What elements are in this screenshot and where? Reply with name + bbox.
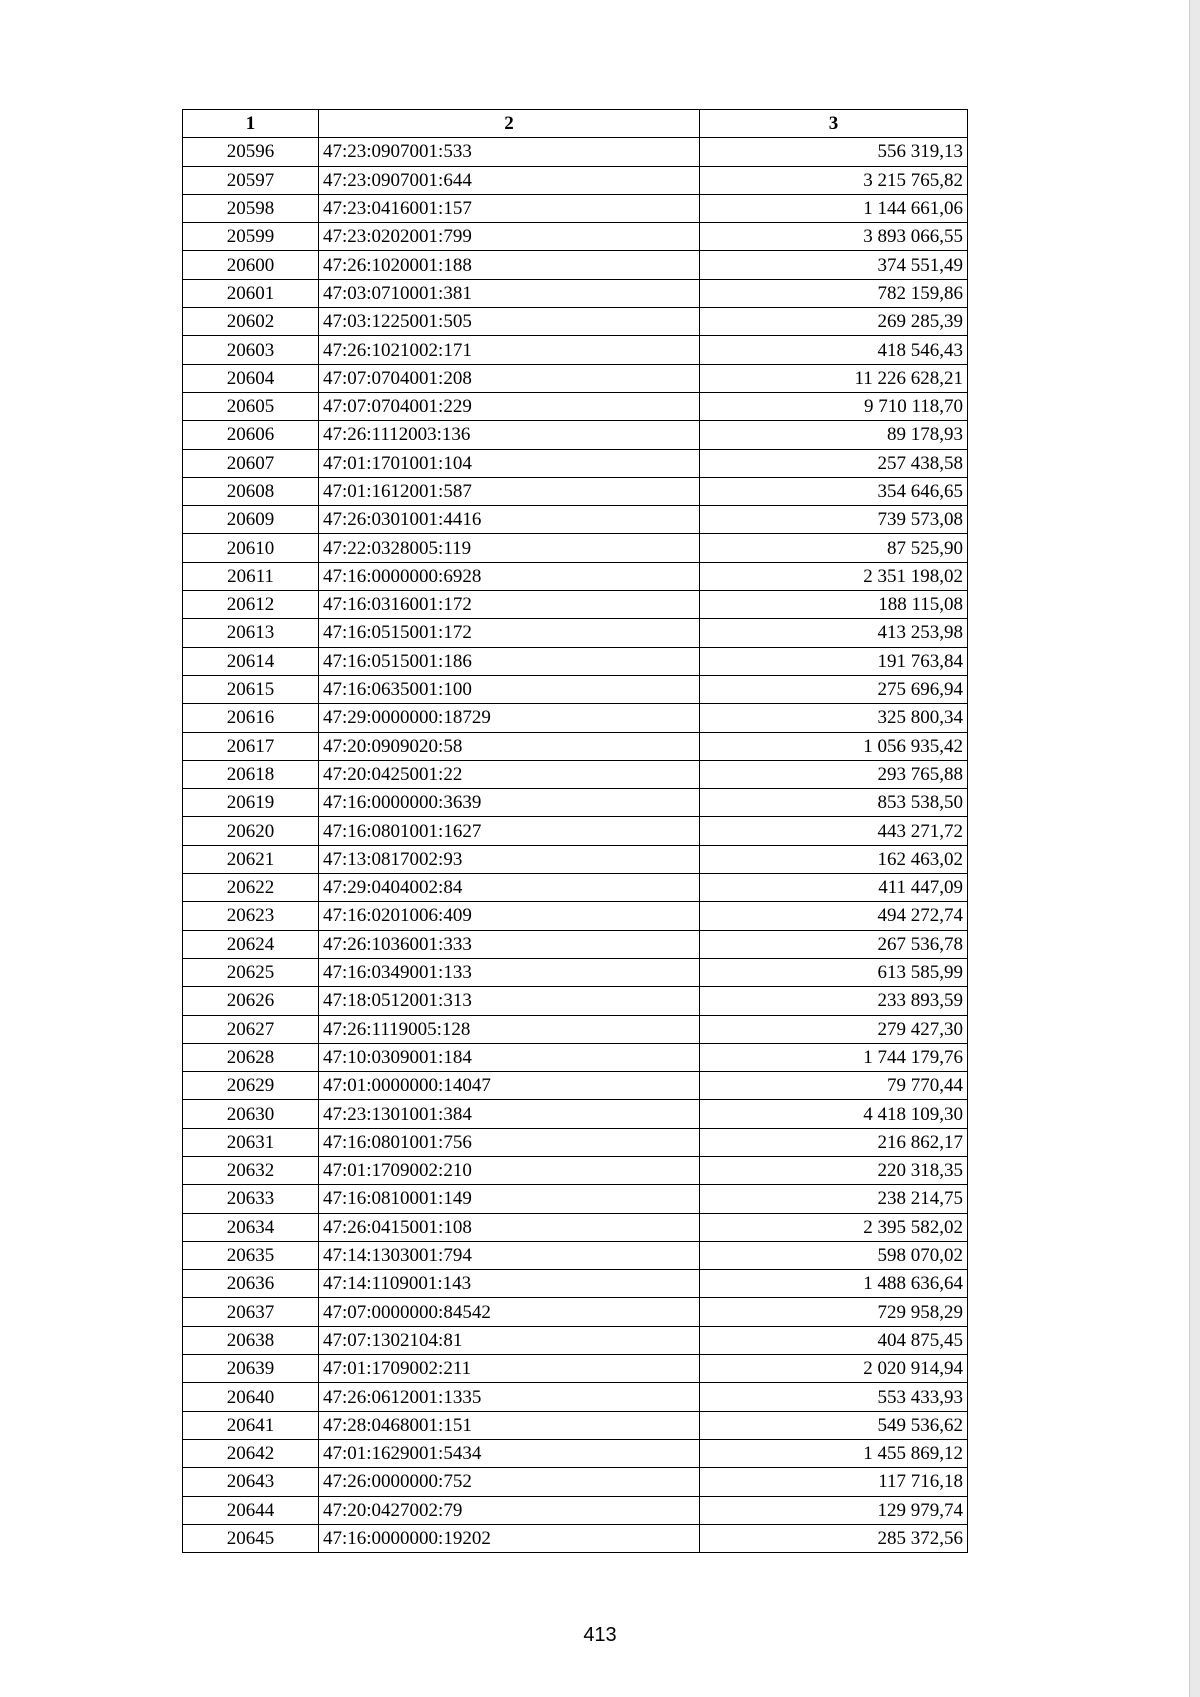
cadastral-value: 782 159,86 [700,279,968,307]
row-number: 20609 [183,506,319,534]
cadastral-number: 47:16:0801001:1627 [319,817,700,845]
cadastral-number: 47:26:1119005:128 [319,1015,700,1043]
table-row [183,166,968,194]
cadastral-value: 374 551,49 [700,251,968,279]
cadastral-number: 47:26:0612001:1335 [319,1383,700,1411]
table-row [183,534,968,562]
table-row [183,647,968,675]
cadastral-number: 47:23:0907001:533 [319,138,700,166]
cadastral-value: 293 765,88 [700,760,968,788]
cadastral-value: 418 546,43 [700,336,968,364]
row-number: 20621 [183,845,319,873]
table-row [183,1439,968,1467]
cadastral-value: 279 427,30 [700,1015,968,1043]
cadastral-value: 443 271,72 [700,817,968,845]
table-row [183,817,968,845]
cadastral-number: 47:16:0635001:100 [319,675,700,703]
cadastral-number: 47:01:0000000:14047 [319,1072,700,1100]
cadastral-number: 47:20:0427002:79 [319,1496,700,1524]
row-number: 20616 [183,704,319,732]
cadastral-value: 9 710 118,70 [700,392,968,420]
table-row [183,449,968,477]
cadastral-value: 4 418 109,30 [700,1100,968,1128]
cadastral-number: 47:16:0316001:172 [319,591,700,619]
row-number: 20603 [183,336,319,364]
table-row [183,1241,968,1269]
row-number: 20622 [183,874,319,902]
cadastral-number: 47:26:1112003:136 [319,421,700,449]
cadastral-value: 598 070,02 [700,1241,968,1269]
table-row [183,421,968,449]
table-row [183,1468,968,1496]
cadastral-number: 47:16:0000000:6928 [319,562,700,590]
cadastral-value: 1 488 636,64 [700,1270,968,1298]
cadastral-number: 47:03:0710001:381 [319,279,700,307]
cadastral-value: 494 272,74 [700,902,968,930]
row-number: 20633 [183,1185,319,1213]
row-number: 20608 [183,477,319,505]
cadastral-value: 556 319,13 [700,138,968,166]
cadastral-value: 1 744 179,76 [700,1043,968,1071]
table-row [183,506,968,534]
cadastral-value: 117 716,18 [700,1468,968,1496]
cadastral-number: 47:16:0201006:409 [319,902,700,930]
cadastral-value: 11 226 628,21 [700,364,968,392]
row-number: 20638 [183,1326,319,1354]
table-header-row [183,110,968,138]
cadastral-number: 47:18:0512001:313 [319,987,700,1015]
cadastral-number: 47:03:1225001:505 [319,308,700,336]
table-body [183,138,968,1553]
cadastral-number: 47:01:1629001:5434 [319,1439,700,1467]
table-row [183,364,968,392]
table-row [183,1072,968,1100]
cadastral-value: 1 455 869,12 [700,1439,968,1467]
table-row [183,591,968,619]
cadastral-value: 269 285,39 [700,308,968,336]
table-row [183,392,968,420]
table-row [183,1383,968,1411]
row-number: 20606 [183,421,319,449]
row-number: 20619 [183,789,319,817]
cadastral-number: 47:16:0810001:149 [319,1185,700,1213]
table-row [183,251,968,279]
row-number: 20610 [183,534,319,562]
row-number: 20636 [183,1270,319,1298]
row-number: 20631 [183,1128,319,1156]
cadastral-number: 47:13:0817002:93 [319,845,700,873]
row-number: 20628 [183,1043,319,1071]
table-row [183,562,968,590]
cadastral-number: 47:26:0415001:108 [319,1213,700,1241]
cadastral-value: 2 020 914,94 [700,1355,968,1383]
table-row [183,958,968,986]
cadastral-value: 220 318,35 [700,1156,968,1184]
table-row [183,477,968,505]
table-row [183,308,968,336]
table-row [183,194,968,222]
table-row [183,138,968,166]
cadastral-number: 47:16:0515001:172 [319,619,700,647]
cadastral-number: 47:23:1301001:384 [319,1100,700,1128]
cadastral-value: 411 447,09 [700,874,968,902]
cadastral-value: 129 979,74 [700,1496,968,1524]
table-row [183,1156,968,1184]
row-number: 20599 [183,223,319,251]
row-number: 20598 [183,194,319,222]
cadastral-value: 188 115,08 [700,591,968,619]
table-row [183,1100,968,1128]
row-number: 20620 [183,817,319,845]
row-number: 20604 [183,364,319,392]
row-number: 20626 [183,987,319,1015]
row-number: 20643 [183,1468,319,1496]
cadastral-value: 613 585,99 [700,958,968,986]
row-number: 20600 [183,251,319,279]
cadastral-number: 47:16:0000000:19202 [319,1524,700,1552]
cadastral-value: 853 538,50 [700,789,968,817]
row-number: 20623 [183,902,319,930]
cadastral-number: 47:23:0907001:644 [319,166,700,194]
cadastral-number: 47:16:0515001:186 [319,647,700,675]
row-number: 20596 [183,138,319,166]
row-number: 20627 [183,1015,319,1043]
table-row [183,902,968,930]
table-row [183,1496,968,1524]
cadastral-value: 87 525,90 [700,534,968,562]
row-number: 20602 [183,308,319,336]
row-number: 20613 [183,619,319,647]
cadastral-number: 47:07:0000000:84542 [319,1298,700,1326]
row-number: 20625 [183,958,319,986]
row-number: 20624 [183,930,319,958]
cadastral-number: 47:23:0202001:799 [319,223,700,251]
table-row [183,1298,968,1326]
cadastral-value: 354 646,65 [700,477,968,505]
cadastral-value: 739 573,08 [700,506,968,534]
row-number: 20644 [183,1496,319,1524]
row-number: 20615 [183,675,319,703]
cadastral-number: 47:16:0801001:756 [319,1128,700,1156]
table-row [183,336,968,364]
table-row [183,675,968,703]
cadastral-value: 2 351 198,02 [700,562,968,590]
row-number: 20612 [183,591,319,619]
page-number: 413 [583,1624,617,1646]
table-row [183,930,968,958]
row-number: 20611 [183,562,319,590]
cadastral-value: 3 215 765,82 [700,166,968,194]
column-header-3: 3 [700,110,968,138]
cadastral-number: 47:01:1709002:210 [319,1156,700,1184]
cadastral-value: 549 536,62 [700,1411,968,1439]
cadastral-value: 404 875,45 [700,1326,968,1354]
row-number: 20607 [183,449,319,477]
table-row [183,845,968,873]
cadastral-value: 3 893 066,55 [700,223,968,251]
table-row [183,619,968,647]
row-number: 20597 [183,166,319,194]
cadastral-number: 47:26:1020001:188 [319,251,700,279]
cadastral-number: 47:23:0416001:157 [319,194,700,222]
cadastral-number: 47:14:1303001:794 [319,1241,700,1269]
table-row [183,1524,968,1552]
cadastral-value: 1 056 935,42 [700,732,968,760]
row-number: 20605 [183,392,319,420]
cadastral-value: 275 696,94 [700,675,968,703]
row-number: 20637 [183,1298,319,1326]
cadastral-number: 47:16:0000000:3639 [319,789,700,817]
cadastral-number: 47:26:0301001:4416 [319,506,700,534]
row-number: 20618 [183,760,319,788]
table-row [183,1015,968,1043]
cadastral-number: 47:29:0404002:84 [319,874,700,902]
column-header-2: 2 [319,110,700,138]
row-number: 20639 [183,1355,319,1383]
cadastral-number: 47:26:0000000:752 [319,1468,700,1496]
cadastral-value: 191 763,84 [700,647,968,675]
cadastral-value: 216 862,17 [700,1128,968,1156]
cadastral-number: 47:20:0909020:58 [319,732,700,760]
cadastral-value-table [182,109,968,1553]
row-number: 20601 [183,279,319,307]
table-row [183,1326,968,1354]
cadastral-value: 285 372,56 [700,1524,968,1552]
row-number: 20630 [183,1100,319,1128]
row-number: 20634 [183,1213,319,1241]
table-row [183,1185,968,1213]
cadastral-number: 47:26:1021002:171 [319,336,700,364]
cadastral-value: 729 958,29 [700,1298,968,1326]
cadastral-value: 267 536,78 [700,930,968,958]
row-number: 20645 [183,1524,319,1552]
table-row [183,1043,968,1071]
table-row [183,1270,968,1298]
cadastral-value: 162 463,02 [700,845,968,873]
cadastral-number: 47:28:0468001:151 [319,1411,700,1439]
cadastral-value: 257 438,58 [700,449,968,477]
table-row [183,760,968,788]
table-row [183,223,968,251]
row-number: 20635 [183,1241,319,1269]
cadastral-value: 233 893,59 [700,987,968,1015]
row-number: 20617 [183,732,319,760]
column-header-1: 1 [183,110,319,138]
cadastral-number: 47:20:0425001:22 [319,760,700,788]
table-row [183,704,968,732]
table-row [183,874,968,902]
cadastral-number: 47:01:1701001:104 [319,449,700,477]
cadastral-number: 47:22:0328005:119 [319,534,700,562]
row-number: 20640 [183,1383,319,1411]
cadastral-number: 47:01:1612001:587 [319,477,700,505]
cadastral-number: 47:29:0000000:18729 [319,704,700,732]
cadastral-value: 2 395 582,02 [700,1213,968,1241]
table-row [183,987,968,1015]
cadastral-number: 47:07:1302104:81 [319,1326,700,1354]
cadastral-number: 47:01:1709002:211 [319,1355,700,1383]
page-edge [1189,0,1200,1697]
table-row [183,732,968,760]
row-number: 20642 [183,1439,319,1467]
cadastral-value: 89 178,93 [700,421,968,449]
table-row [183,279,968,307]
cadastral-value: 553 433,93 [700,1383,968,1411]
cadastral-number: 47:26:1036001:333 [319,930,700,958]
cadastral-number: 47:14:1109001:143 [319,1270,700,1298]
table-row [183,789,968,817]
cadastral-number: 47:10:0309001:184 [319,1043,700,1071]
cadastral-value: 413 253,98 [700,619,968,647]
table-row [183,1411,968,1439]
row-number: 20641 [183,1411,319,1439]
cadastral-number: 47:07:0704001:229 [319,392,700,420]
row-number: 20632 [183,1156,319,1184]
cadastral-number: 47:16:0349001:133 [319,958,700,986]
cadastral-value: 325 800,34 [700,704,968,732]
table-row [183,1355,968,1383]
row-number: 20614 [183,647,319,675]
table-row [183,1213,968,1241]
cadastral-value: 238 214,75 [700,1185,968,1213]
cadastral-value: 1 144 661,06 [700,194,968,222]
cadastral-value: 79 770,44 [700,1072,968,1100]
table-row [183,1128,968,1156]
cadastral-number: 47:07:0704001:208 [319,364,700,392]
row-number: 20629 [183,1072,319,1100]
